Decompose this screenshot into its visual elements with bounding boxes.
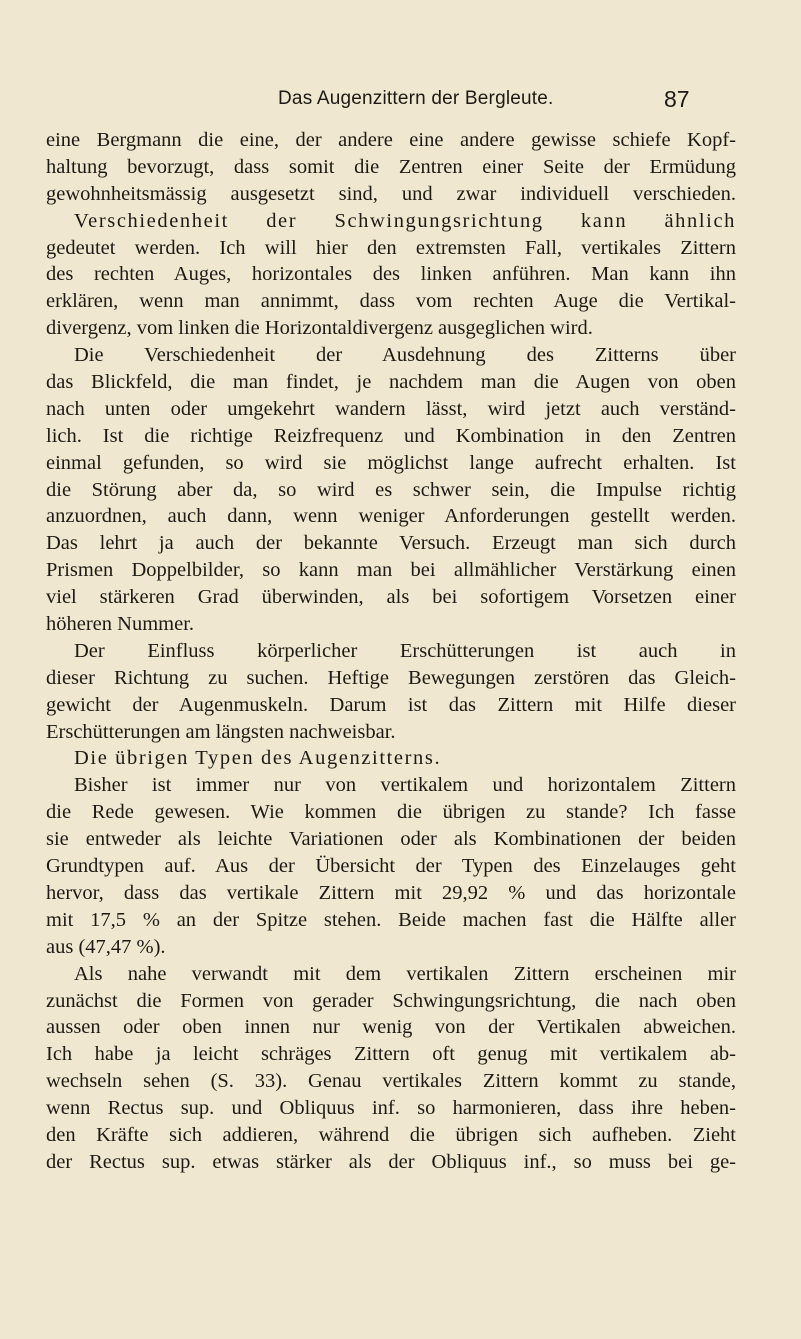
text-line: erklären, wenn man annimmt, dass vom rechten Auge die Vertikal-: [46, 290, 736, 313]
text-line: das Blickfeld, die man findet, je nachdem man die Augen von oben: [46, 371, 736, 394]
text-line: sie entweder als leichte Variationen oder als Kombinationen der beiden: [46, 828, 736, 851]
text-line: gedeutet werden. Ich will hier den extremsten Fall, vertikales Zittern: [46, 236, 736, 259]
text-line: mit 17,5 % an der Spitze stehen. Beide machen fast die Hälfte aller: [46, 908, 736, 931]
text-line: wenn Rectus sup. und Obliquus inf. so harmonieren, dass ihre heben-: [46, 1097, 736, 1120]
text-line: wechseln sehen (S. 33). Genau vertikales Zittern kommt zu stande,: [46, 1070, 736, 1093]
body-text: [46, 127, 736, 1176]
text-line: divergenz, vom linken die Horizontaldivergenz ausgeglichen wird.: [46, 317, 593, 340]
text-line: höheren Nummer.: [46, 613, 195, 636]
page-number: 87: [664, 86, 690, 112]
text-line: nach unten oder umgekehrt wandern lässt, wird jetzt auch verständ-: [46, 397, 736, 420]
text-line: gewicht der Augenmuskeln. Darum ist das Zittern mit Hilfe dieser: [46, 693, 736, 716]
running-title: Das Augenzittern der Bergleute.: [278, 88, 554, 109]
text-line-spaced-heading: Die Verschiedenheit der Ausdehnung des Zitterns über: [74, 344, 736, 367]
text-line: zunächst die Formen von gerader Schwingungsrichtung, die nach oben: [46, 989, 736, 1012]
text-line: aussen oder oben innen nur wenig von der Vertikalen abweichen.: [46, 1016, 736, 1039]
running-header: [0, 86, 801, 116]
text-line: die Störung aber da, so wird es schwer sein, die Impulse richtig: [46, 478, 736, 501]
text-line: einmal gefunden, so wird sie möglichst lange aufrecht erhalten. Ist: [46, 451, 736, 474]
text-line: viel stärkeren Grad überwinden, als bei sofortigem Vorsetzen einer: [46, 586, 736, 609]
text-line: haltung bevorzugt, dass somit die Zentren einer Seite der Ermüdung: [46, 155, 736, 178]
text-line: des rechten Auges, horizontales des linken anführen. Man kann ihn: [46, 263, 736, 286]
text-line: gewohnheitsmässig ausgesetzt sind, und zwar individuell verschieden.: [46, 182, 736, 205]
text-line-spaced-heading: Verschiedenheit der Schwingungsrichtung kann ähnlich: [74, 209, 736, 232]
text-line: Als nahe verwandt mit dem vertikalen Zittern erscheinen mir: [74, 962, 736, 985]
text-line: anzuordnen, auch dann, wenn weniger Anforderungen gestellt werden.: [46, 505, 736, 528]
text-line: die Rede gewesen. Wie kommen die übrigen zu stande? Ich fasse: [46, 801, 736, 824]
text-line: Grundtypen auf. Aus der Übersicht der Typen des Einzelauges geht: [46, 855, 736, 878]
text-line: Erschütterungen am längsten nachweisbar.: [46, 720, 396, 743]
text-line: lich. Ist die richtige Reizfrequenz und Kombination in den Zentren: [46, 424, 736, 447]
text-line: eine Bergmann die eine, der andere eine andere gewisse schiefe Kopf-: [46, 129, 736, 151]
text-line: Das lehrt ja auch der bekannte Versuch. Erzeugt man sich durch: [46, 532, 736, 555]
text-line: Ich habe ja leicht schräges Zittern oft genug mit vertikalem ab-: [46, 1043, 736, 1066]
text-line: dieser Richtung zu suchen. Heftige Bewegungen zerstören das Gleich-: [46, 666, 736, 689]
text-line: Bisher ist immer nur von vertikalem und horizontalem Zittern: [74, 774, 736, 797]
section-heading: Die übrigen Typen des Augenzitterns.: [74, 747, 442, 770]
text-line: Prismen Doppelbilder, so kann man bei allmählicher Verstärkung einen: [46, 559, 736, 582]
text-line: der Rectus sup. etwas stärker als der Obliquus inf., so muss bei ge-: [46, 1150, 736, 1173]
text-line-spaced-heading: Der Einfluss körperlicher Erschütterungen ist auch in: [74, 639, 736, 662]
text-line: den Kräfte sich addieren, während die übrigen sich aufheben. Zieht: [46, 1123, 736, 1146]
text-line: hervor, dass das vertikale Zittern mit 29,92 % und das horizontale: [46, 881, 736, 904]
text-line: aus (47,47 %).: [46, 935, 166, 958]
